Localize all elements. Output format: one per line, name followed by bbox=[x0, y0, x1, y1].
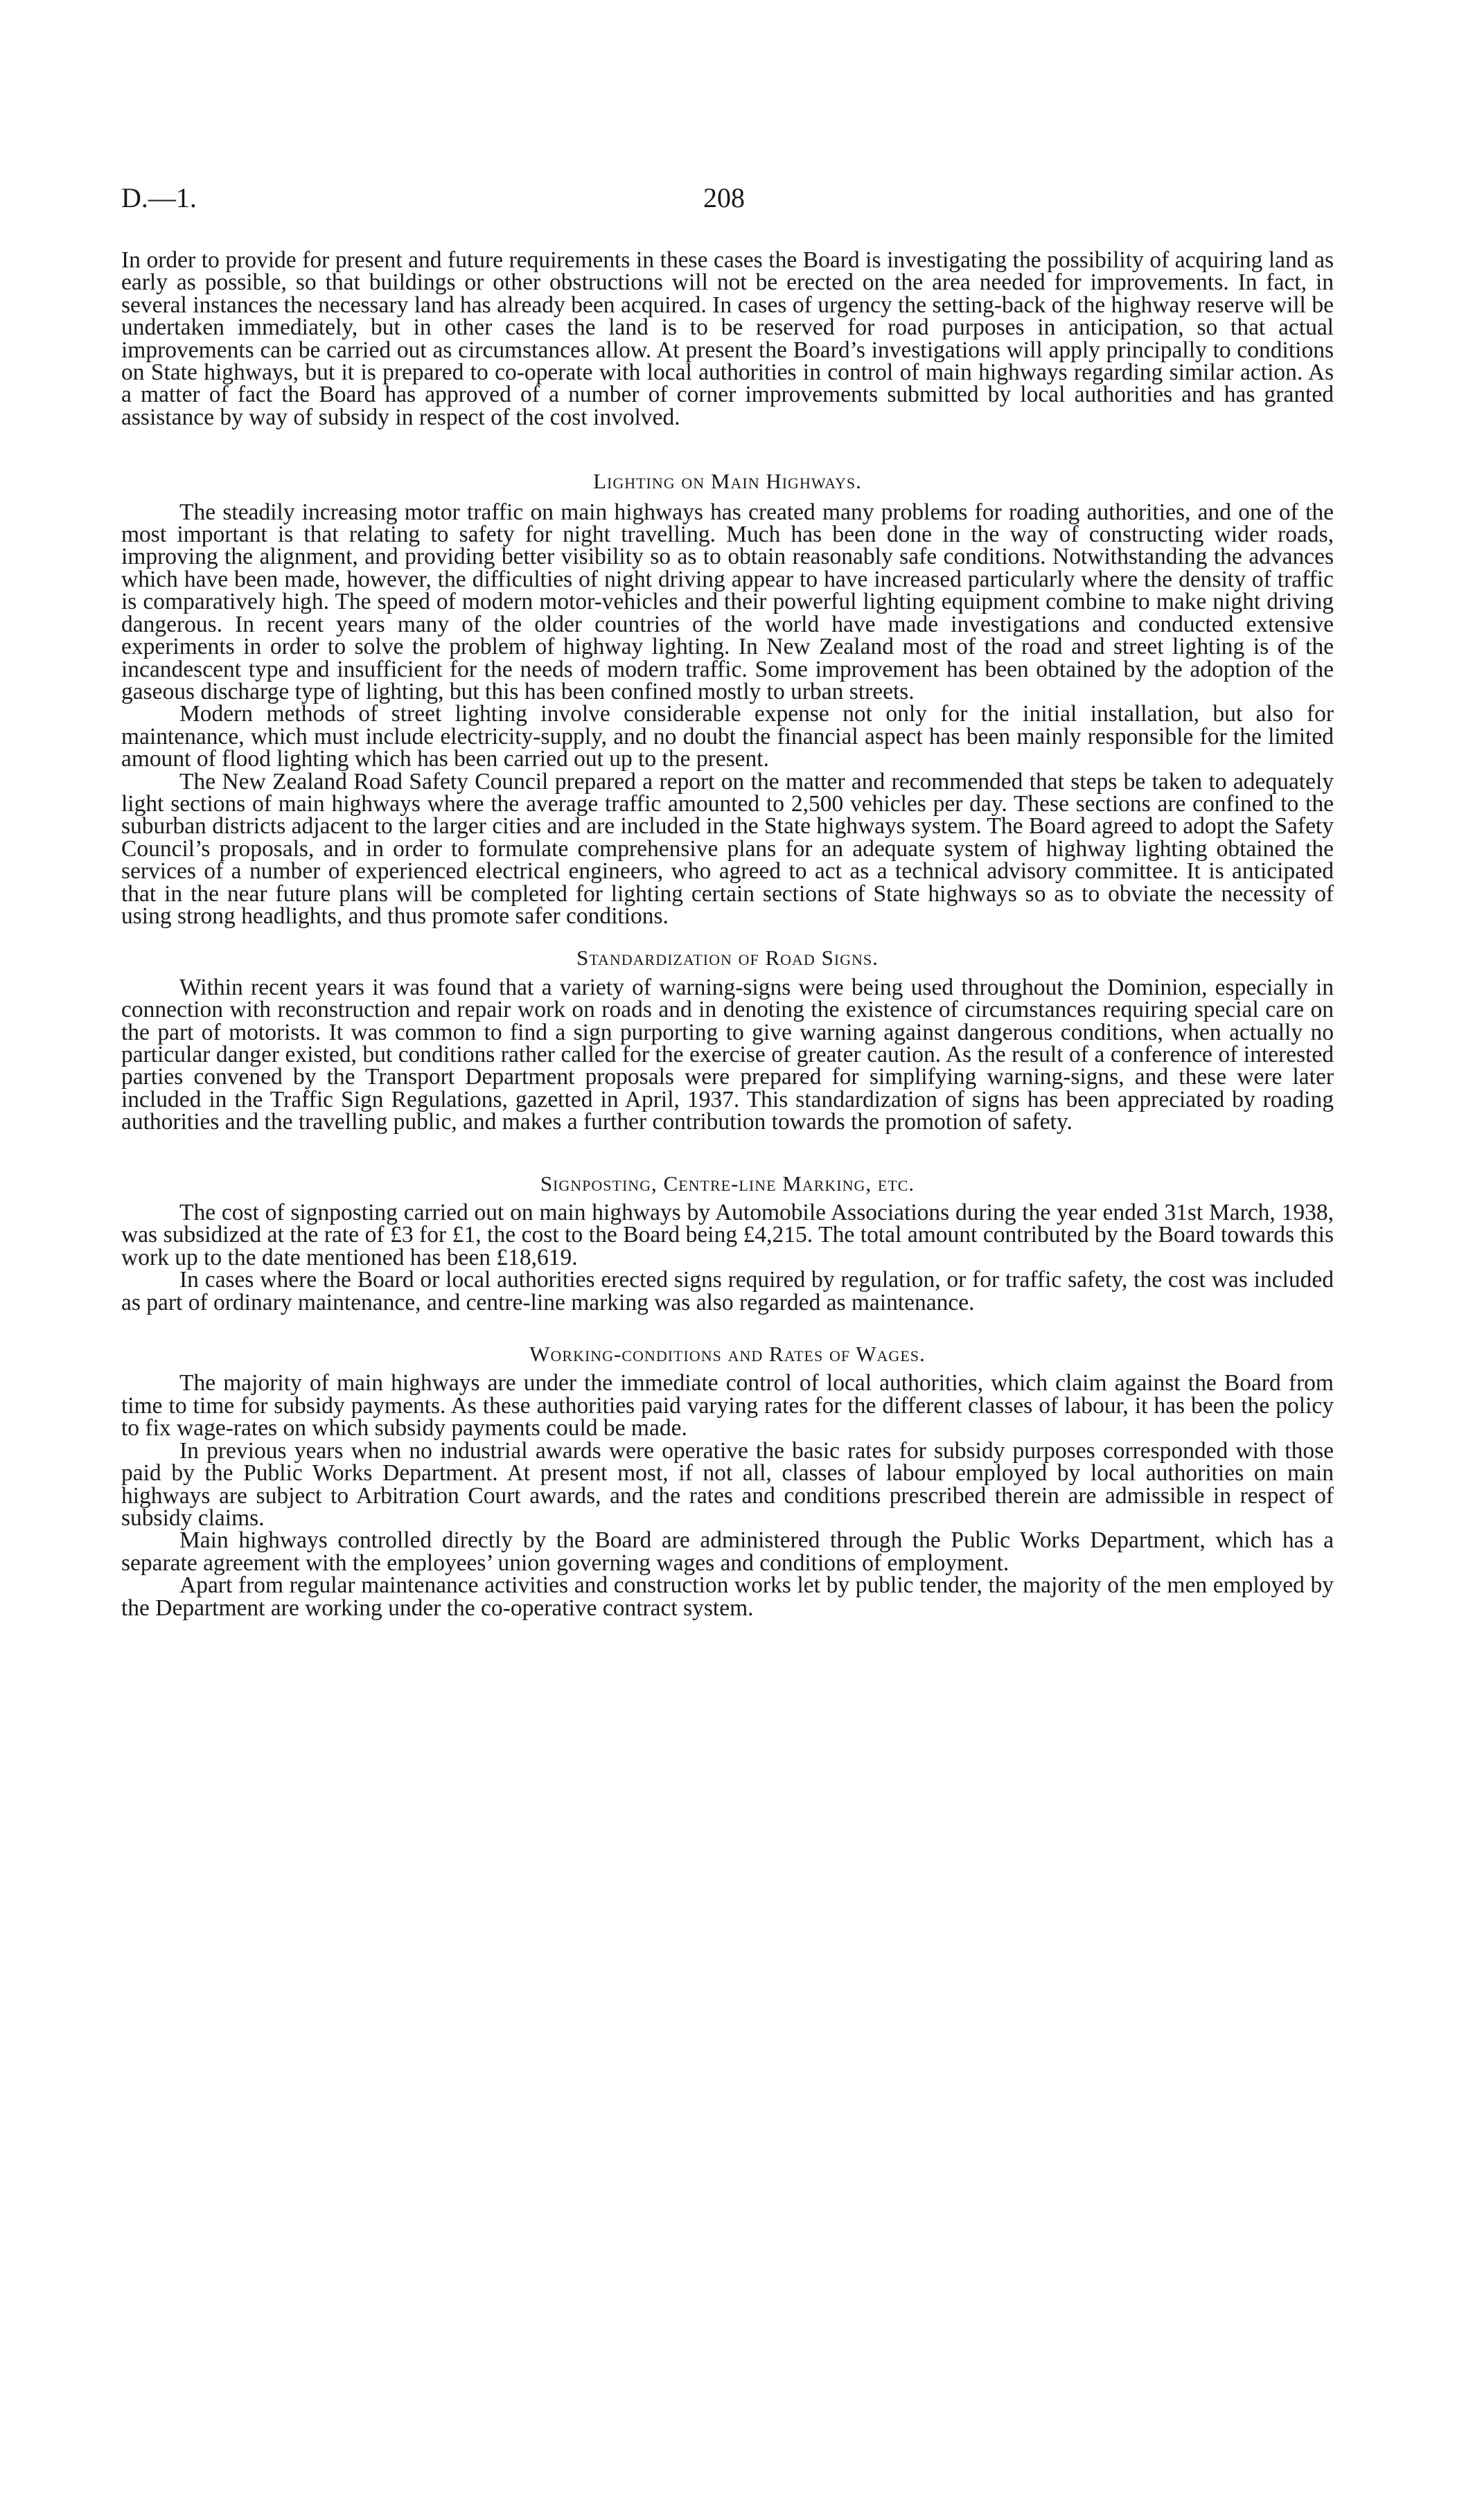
lighting-paragraph-2: Modern methods of street lighting involve considerable expense not only for the initial installation, but also for maintenance, which must include electricity-supply, and no doubt the financial aspect has been mainly responsible for the limited amount of flood lighting which has been carried out up to the present. bbox=[121, 701, 1334, 772]
standardization-paragraph-1: Within recent years it was found that a variety of warning-signs were being used throughout the Dominion, especially in connection with reconstruction and repair work on roads and in denoting the existence of circumstances requiring special care on the part of motorists. It was common to find a sign purporting to give warning against dangerous conditions, when actually no particular danger existed, but conditions rather called for the exercise of greater caution. As the result of a conference of interested parties convened by the Transport Department proposals were prepared for simplifying warning-signs, and these were later included in the Traffic Sign Regulations, gazetted in April, 1937. This standardization of signs has been appreciated by roading authorities and the travelling public, and makes a further contribution towards the promotion of safety. bbox=[121, 974, 1334, 1135]
intro-paragraph: In order to provide for present and future requirements in these cases the Board is investigating the possibility of acquiring land as early as possible, so that buildings or other obstructions will not be erected on the area needed for improvements. In fact, in several instances the necessary land has already been acquired. In cases of urgency the setting-back of the highway reserve will be undertaken immediately, but in other cases the land is to be reserved for road purposes in anticipation, so that actual improvements can be carried out as circumstances allow. At present the Board’s investigations will apply principally to conditions on State highways, but it is prepared to co-operate with local authorities in control of main highways regarding similar action. As a matter of fact the Board has approved of a number of corner improvements submitted by local authorities and has granted assistance by way of subsidy in respect of the cost involved. bbox=[121, 247, 1334, 430]
heading-lighting: Lighting on Main Highways. bbox=[593, 469, 862, 494]
page-number: 208 bbox=[703, 182, 745, 213]
heading-standardization: Standardization of Road Signs. bbox=[576, 946, 879, 970]
working-paragraph-2: In previous years when no industrial awards were operative the basic rates for subsidy purposes corresponded with those paid by the Public Works Department. At present most, if not all, classes of labour employed by local authorities on main highways are subject to Arbitration Court awards, and the rates and conditions prescribed therein are admissible in respect of subsidy claims. bbox=[121, 1437, 1334, 1531]
heading-signposting: Signposting, Centre-line Marking, etc. bbox=[540, 1171, 915, 1196]
heading-working-conditions: Working-conditions and Rates of Wages. bbox=[529, 1342, 926, 1367]
signposting-paragraph-1: The cost of signposting carried out on main highways by Automobile Associations during the year ended 31st March, 1938, was subsidized at the rate of £3 for £1, the cost to the Board being £4,215. The total amount contributed by the Board towards this work up to the date mentioned has been £18,619. bbox=[121, 1200, 1334, 1270]
working-paragraph-3: Main highways controlled directly by the Board are administered through the Public Works Department, which has a separate agreement with the employees’ union governing wages and conditions of employment. bbox=[121, 1527, 1334, 1576]
lighting-paragraph-3: The New Zealand Road Safety Council prepared a report on the matter and recommended that steps be taken to adequately light sections of main highways where the average traffic amounted to 2,500 vehicles per day. These sections are confined to the suburban districts adjacent to the larger cities and are included in the State highways system. The Board agreed to adopt the Safety Council’s proposals, and in order to formulate comprehensive plans for an adequate system of highway lighting obtained the services of a number of experienced electrical engineers, who agreed to act as a technical advisory committee. It is anticipated that in the near future plans will be completed for lighting certain sections of State highways so as to obviate the necessity of using strong headlights, and thus promote safer conditions. bbox=[121, 768, 1334, 929]
document-reference: D.—1. bbox=[121, 182, 197, 213]
signposting-paragraph-2: In cases where the Board or local authorities erected signs required by regulation, or for traffic safety, the cost was included as part of ordinary maintenance, and centre-line marking was also regarded as maintenance. bbox=[121, 1267, 1334, 1315]
working-paragraph-1: The majority of main highways are under the immediate control of local authorities, which claim against the Board from time to time for subsidy payments. As these authorities paid varying rates for the different classes of labour, it has been the policy to fix wage-rates on which subsidy payments could be made. bbox=[121, 1370, 1334, 1441]
lighting-paragraph-1: The steadily increasing motor traffic on main highways has created many problems for roading authorities, and one of the most important is that relating to safety for night travelling. Much has been done in the way of constructing wider roads, improving the alignment, and providing better visibility so as to obtain reasonably safe conditions. Notwithstanding the advances which have been made, however, the difficulties of night driving appear to have increased particularly where the density of traffic is comparatively high. The speed of modern motor-vehicles and their powerful lighting equipment combine to make night driving dangerous. In recent years many of the older countries of the world have made investigations and conducted extensive experiments in order to solve the problem of highway lighting. In New Zealand most of the road and street lighting is of the incandescent type and insufficient for the needs of modern traffic. Some improvement has been obtained by the adoption of the gaseous discharge type of lighting, but this has been confined mostly to urban streets. bbox=[121, 499, 1334, 704]
working-paragraph-4: Apart from regular maintenance activities and construction works let by public tender, the majority of the men employed by the Department are working under the co-operative contract system. bbox=[121, 1572, 1334, 1621]
document-body bbox=[121, 249, 1334, 1620]
page-header bbox=[121, 181, 1334, 223]
